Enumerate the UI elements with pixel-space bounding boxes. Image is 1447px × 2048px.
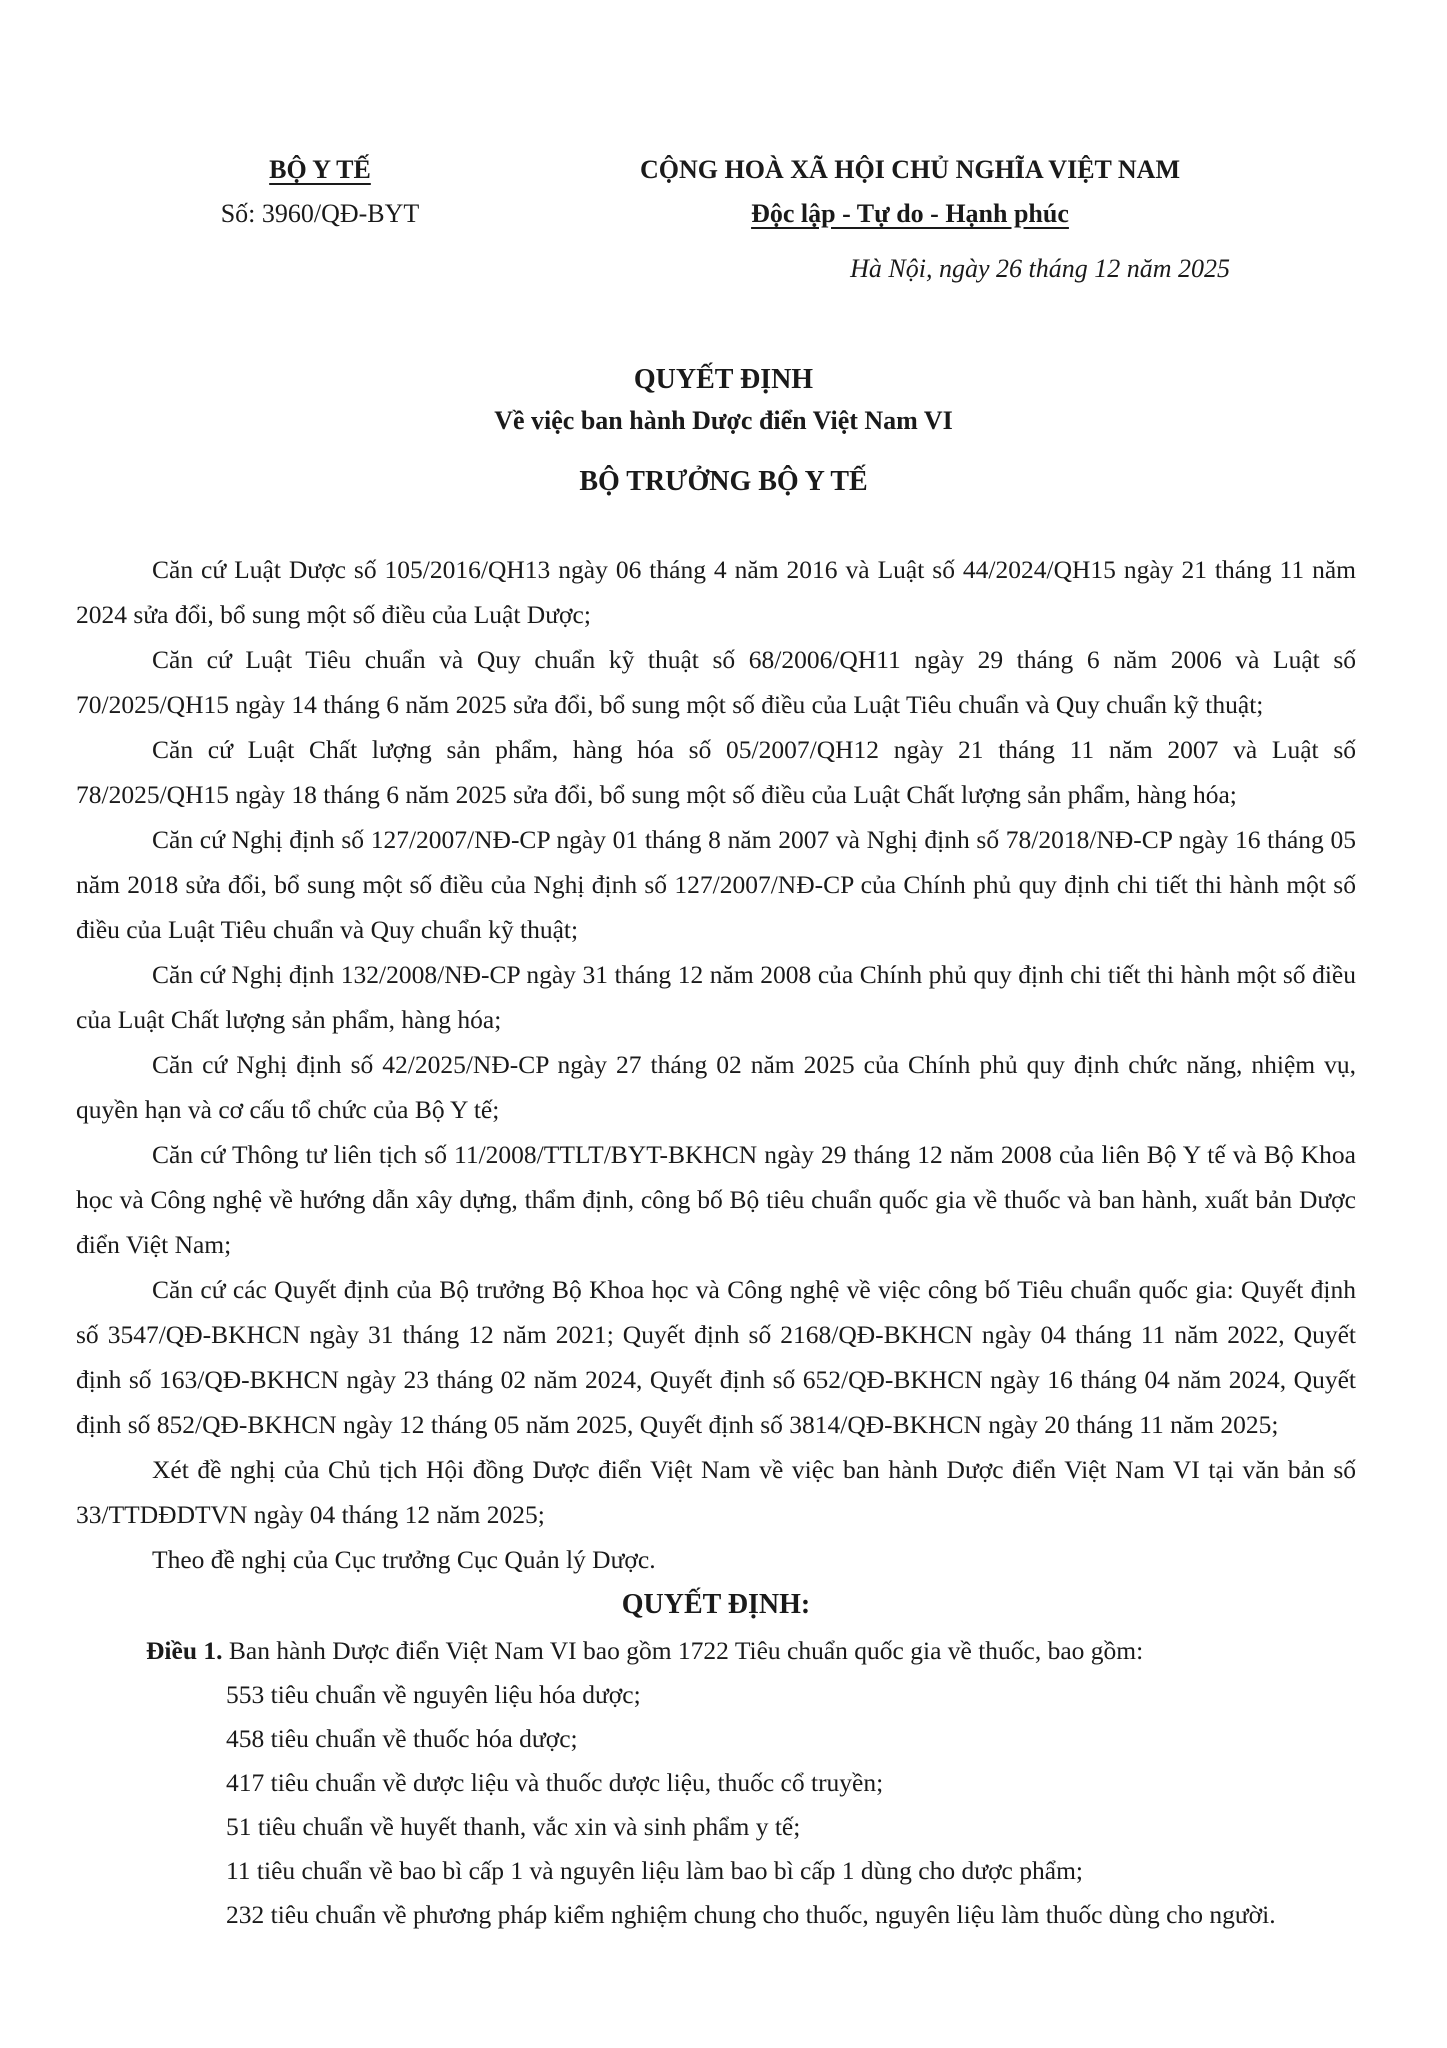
list-item: 51 tiêu chuẩn về huyết thanh, vắc xin và sinh phẩm y tế; xyxy=(226,1812,801,1841)
list-item: 417 tiêu chuẩn về dược liệu và thuốc dược liệu, thuốc cổ truyền; xyxy=(226,1768,884,1797)
preamble-paragraph: Căn cứ Nghị định số 127/2007/NĐ-CP ngày 01 tháng 8 năm 2007 và Nghị định số 78/2018/NĐ-CP ngày 16 tháng 05 năm 2018 sửa đổi, bổ sung một số điều của Nghị định số 127/2007/NĐ-CP của Chính phủ quy định chi tiết thi hành một số điều của Luật Tiêu chuẩn và Quy chuẩn kỹ thuật; xyxy=(76,825,1356,944)
national-header xyxy=(590,148,1230,236)
preamble-paragraph: Căn cứ Luật Chất lượng sản phẩm, hàng hóa số 05/2007/QH12 ngày 21 tháng 11 năm 2007 và Luật số 78/2025/QH15 ngày 18 tháng 6 năm 2025 sửa đổi, bổ sung một số điều của Luật Chất lượng sản phẩm, hàng hóa; xyxy=(76,735,1356,809)
article-1-label: Điều 1. xyxy=(146,1636,223,1665)
preamble-paragraph: Căn cứ Thông tư liên tịch số 11/2008/TTLT/BYT-BKHCN ngày 29 tháng 12 năm 2008 của liên Bộ Y tế và Bộ Khoa học và Công nghệ về hướng dẫn xây dựng, thẩm định, công bố Bộ tiêu chuẩn quốc gia về thuốc và ban hành, xuất bản Dược điển Việt Nam; xyxy=(76,1140,1356,1259)
preamble-paragraph: Theo đề nghị của Cục trưởng Cục Quản lý Dược. xyxy=(152,1545,656,1574)
ministry-name: BỘ Y TẾ xyxy=(269,155,371,184)
preamble-paragraph: Căn cứ Nghị định 132/2008/NĐ-CP ngày 31 tháng 12 năm 2008 của Chính phủ quy định chi tiết thi hành một số điều của Luật Chất lượng sản phẩm, hàng hóa; xyxy=(76,960,1356,1034)
country-name: CỘNG HOÀ XÃ HỘI CHỦ NGHĨA VIỆT NAM xyxy=(639,155,1181,184)
preamble-paragraph: Căn cứ các Quyết định của Bộ trưởng Bộ Khoa học và Công nghệ về việc công bố Tiêu chuẩn quốc gia: Quyết định số 3547/QĐ-BKHCN ngày 31 tháng 12 năm 2021; Quyết định số 2168/QĐ-BKHCN ngày 04 tháng 11 năm 2022, Quyết định số 163/QĐ-BKHCN ngày 23 tháng 02 năm 2024, Quyết định số 652/QĐ-BKHCN ngày 16 tháng 04 năm 2024, Quyết định số 852/QĐ-BKHCN ngày 12 tháng 05 năm 2025, Quyết định số 3814/QĐ-BKHCN ngày 20 tháng 11 năm 2025; xyxy=(76,1275,1356,1439)
national-motto: Độc lập - Tự do - Hạnh phúc xyxy=(751,199,1069,228)
issuer-block xyxy=(150,148,490,236)
article-1 xyxy=(76,1628,1356,1673)
document-body xyxy=(76,547,1356,1937)
preamble-paragraph: Căn cứ Luật Tiêu chuẩn và Quy chuẩn kỹ thuật số 68/2006/QH11 ngày 29 tháng 6 năm 2006 và Luật số 70/2025/QH15 ngày 14 tháng 6 năm 2025 sửa đổi, bổ sung một số điều của Luật Tiêu chuẩn và Quy chuẩn kỹ thuật; xyxy=(76,645,1356,719)
preamble-paragraph: Xét đề nghị của Chủ tịch Hội đồng Dược điển Việt Nam về việc ban hành Dược điển Việt Nam VI tại văn bản số 33/TTDĐDTVN ngày 04 tháng 12 năm 2025; xyxy=(76,1455,1356,1529)
list-item: 232 tiêu chuẩn về phương pháp kiểm nghiệm chung cho thuốc, nguyên liệu làm thuốc dùng cho người. xyxy=(226,1900,1276,1929)
preamble-paragraph: Căn cứ Nghị định số 42/2025/NĐ-CP ngày 27 tháng 02 năm 2025 của Chính phủ quy định chức năng, nhiệm vụ, quyền hạn và cơ cấu tổ chức của Bộ Y tế; xyxy=(76,1050,1356,1124)
document-number: Số: 3960/QĐ-BYT xyxy=(220,199,420,228)
list-item: 11 tiêu chuẩn về bao bì cấp 1 và nguyên liệu làm bao bì cấp 1 dùng cho dược phẩm; xyxy=(226,1856,1083,1885)
preamble-paragraph: Căn cứ Luật Dược số 105/2016/QH13 ngày 06 tháng 4 năm 2016 và Luật số 44/2024/QH15 ngày 21 tháng 11 năm 2024 sửa đổi, bổ sung một số điều của Luật Dược; xyxy=(76,555,1356,629)
list-item: 553 tiêu chuẩn về nguyên liệu hóa dược; xyxy=(226,1680,641,1709)
article-1-text: Ban hành Dược điển Việt Nam VI bao gồm 1722 Tiêu chuẩn quốc gia về thuốc, bao gồm: xyxy=(222,1636,1144,1665)
document-subject: Về việc ban hành Dược điển Việt Nam VI xyxy=(494,406,953,435)
list-item: 458 tiêu chuẩn về thuốc hóa dược; xyxy=(226,1724,578,1753)
issue-date: Hà Nội, ngày 26 tháng 12 năm 2025 xyxy=(850,254,1230,283)
issuing-authority: BỘ TRƯỞNG BỘ Y TẾ xyxy=(579,466,868,497)
decision-heading: QUYẾT ĐỊNH: xyxy=(621,1589,811,1620)
document-title: QUYẾT ĐỊNH xyxy=(633,364,814,395)
